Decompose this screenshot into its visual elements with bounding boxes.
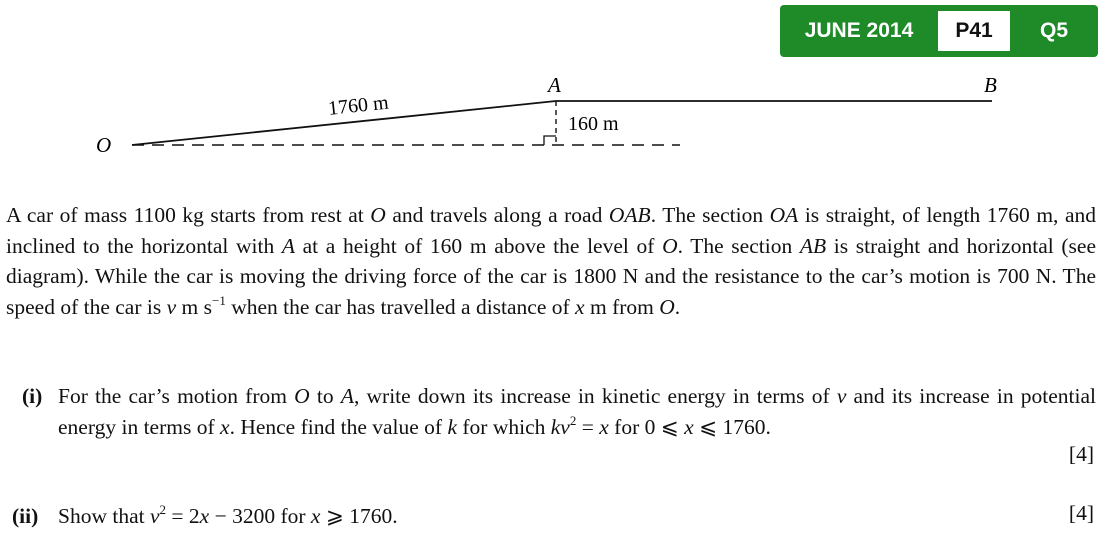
part-i-marks: [4]	[1068, 442, 1094, 466]
part-i-label: (i)	[22, 384, 43, 408]
point-b-label: B	[984, 73, 997, 97]
length-label: 1760 m	[327, 91, 390, 120]
question-part-i	[22, 381, 1096, 476]
part-ii-label: (ii)	[12, 504, 39, 528]
part-ii-marks: [4]	[1068, 501, 1094, 525]
point-a-label: A	[548, 73, 561, 97]
question-stem: A car of mass 1100 kg starts from rest at O and travels along a road OAB. The section OA is straight, of length 1760 m, and inclined to the horizontal with A at a height of 160 m above the level of O. The section AB is straight and horizontal (see diagram). While the car is moving the driving force of the car is 1800 N and the resistance to the car’s motion is 700 N. The speed of the car is v m $s^{-1}$ when the car has travelled a distance of x m from O.	[6, 203, 1097, 319]
right-angle-marker	[544, 136, 556, 145]
point-o-label: O	[96, 133, 112, 157]
part-i-text: For the car’s motion from O to A, write down its increase in kinetic energy in terms of v and its increase in potential energy in terms of x. Hence find the value of k for which $kv^2 = x$ for 0 ⩽ x ⩽ 1760.	[58, 384, 1097, 439]
question-part-ii	[12, 501, 912, 531]
question-reference-badge	[780, 5, 1098, 57]
question-number-label: Q5	[1039, 19, 1068, 42]
part-ii-text: Show that $v^2 = 2x - 3200$ for x ⩾ 1760.	[58, 502, 398, 528]
paper-label: P41	[938, 11, 1010, 51]
height-label: 160 m	[568, 113, 619, 135]
exam-session-label: JUNE 2014	[804, 19, 914, 42]
road-diagram	[0, 60, 1100, 190]
